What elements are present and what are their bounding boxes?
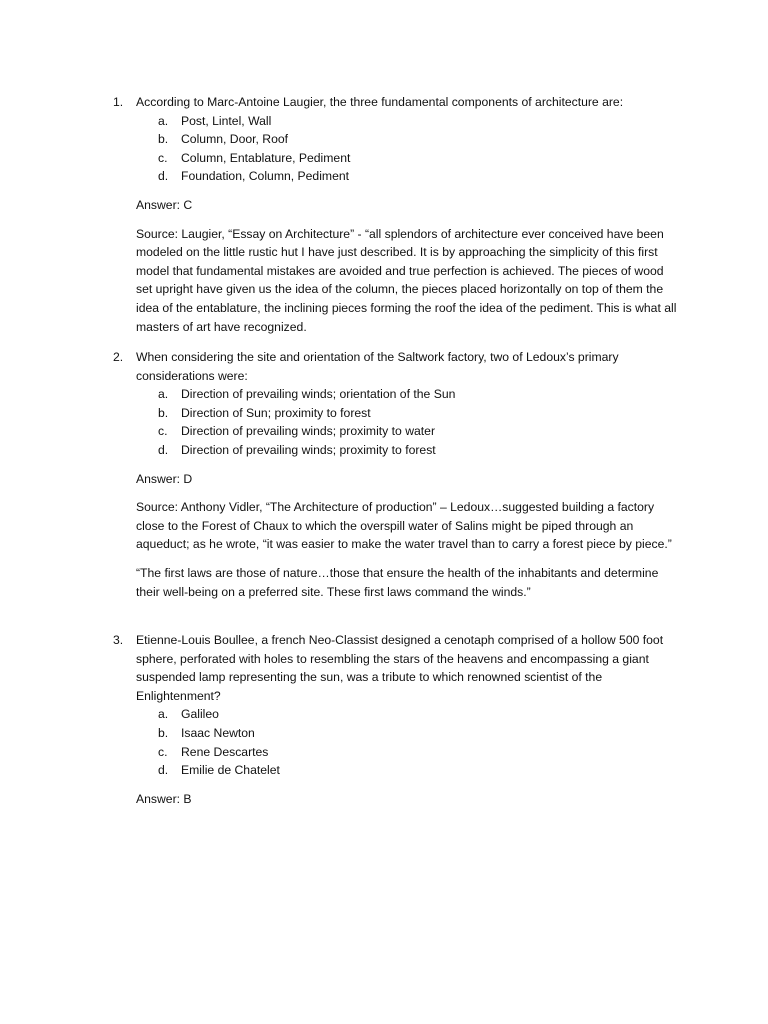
option-a (158, 705, 683, 724)
option-text: Rene Descartes (181, 744, 269, 759)
answer-options (113, 705, 683, 779)
option-text: Isaac Newton (181, 725, 255, 740)
question-text: When considering the site and orientation of the Saltwork factory, two of Ledoux’s primary considerations were: (136, 350, 619, 383)
answer-line: Answer: D (136, 471, 193, 486)
option-text: Column, Entablature, Pediment (181, 150, 351, 165)
question-1 (113, 93, 683, 336)
option-a (158, 385, 683, 404)
option-letter: a. (158, 707, 169, 722)
option-letter: b. (158, 725, 169, 740)
question-number: 1. (113, 95, 124, 109)
answer-line: Answer: B (136, 791, 192, 806)
option-text: Foundation, Column, Pediment (181, 169, 350, 184)
option-text: Emilie de Chatelet (181, 763, 280, 778)
option-letter: a. (158, 387, 169, 402)
option-letter: b. (158, 405, 169, 420)
answer-options (113, 112, 683, 186)
option-c (158, 743, 683, 762)
option-letter: a. (158, 113, 169, 128)
option-b (158, 404, 683, 423)
option-letter: d. (158, 169, 169, 184)
option-letter: d. (158, 763, 169, 778)
option-a (158, 112, 683, 131)
option-letter: c. (158, 744, 168, 759)
answer-line: Answer: C (136, 197, 193, 212)
option-letter: b. (158, 132, 169, 147)
option-text: Direction of prevailing winds; proximity to forest (181, 442, 436, 457)
question-3 (113, 631, 683, 808)
answer-options (113, 385, 683, 459)
question-2 (113, 348, 683, 601)
option-b (158, 130, 683, 149)
option-d (158, 167, 683, 186)
option-letter: c. (158, 424, 168, 439)
option-b (158, 724, 683, 743)
option-d (158, 441, 683, 460)
option-text: Column, Door, Roof (181, 132, 289, 147)
source-paragraph: Source: Anthony Vidler, “The Architecture of production” – Ledoux…suggested building a factory close to the Forest of Chaux to which the overspill water of Salins might be piped through an aqueduct; as he wrote, “it was easier to make the water travel than to carry a forest piece by piece.” (136, 500, 672, 552)
option-d (158, 761, 683, 780)
question-text: According to Marc-Antoine Laugier, the three fundamental components of architecture are: (136, 95, 624, 109)
option-text: Direction of Sun; proximity to forest (181, 405, 371, 420)
option-letter: d. (158, 442, 169, 457)
option-text: Post, Lintel, Wall (181, 113, 272, 128)
quote-paragraph: “The first laws are those of nature…those that ensure the health of the inhabitants and determine their well-being on a preferred site. These first laws command the winds.” (136, 565, 659, 599)
question-text: Etienne-Louis Boullee, a french Neo-Classist designed a cenotaph comprised of a hollow 500 foot sphere, perforated with holes to resembling the stars of the heavens and encompassing a giant suspended lamp representing the sun, was a tribute to which renowned scientist of the Enlightenment? (136, 633, 664, 703)
option-c (158, 422, 683, 441)
question-number: 2. (113, 350, 124, 364)
option-text: Direction of prevailing winds; orientation of the Sun (181, 387, 456, 402)
option-letter: c. (158, 150, 168, 165)
question-number: 3. (113, 633, 124, 647)
option-c (158, 149, 683, 168)
option-text: Galileo (181, 707, 219, 722)
source-paragraph: Source: Laugier, “Essay on Architecture” - “all splendors of architecture ever conceived have been modeled on the little rustic hut I have just described. It is by approaching the simplicity of this first model that fundamental mistakes are avoided and true perfection is achieved. The pieces of wood set upright have given us the idea of the column, the pieces placed horizontally on top of them the idea of the entablature, the inclining pieces forming the roof the idea of the pediment. This is what all masters of art have recognized. (136, 226, 677, 334)
option-text: Direction of prevailing winds; proximity to water (181, 424, 436, 439)
